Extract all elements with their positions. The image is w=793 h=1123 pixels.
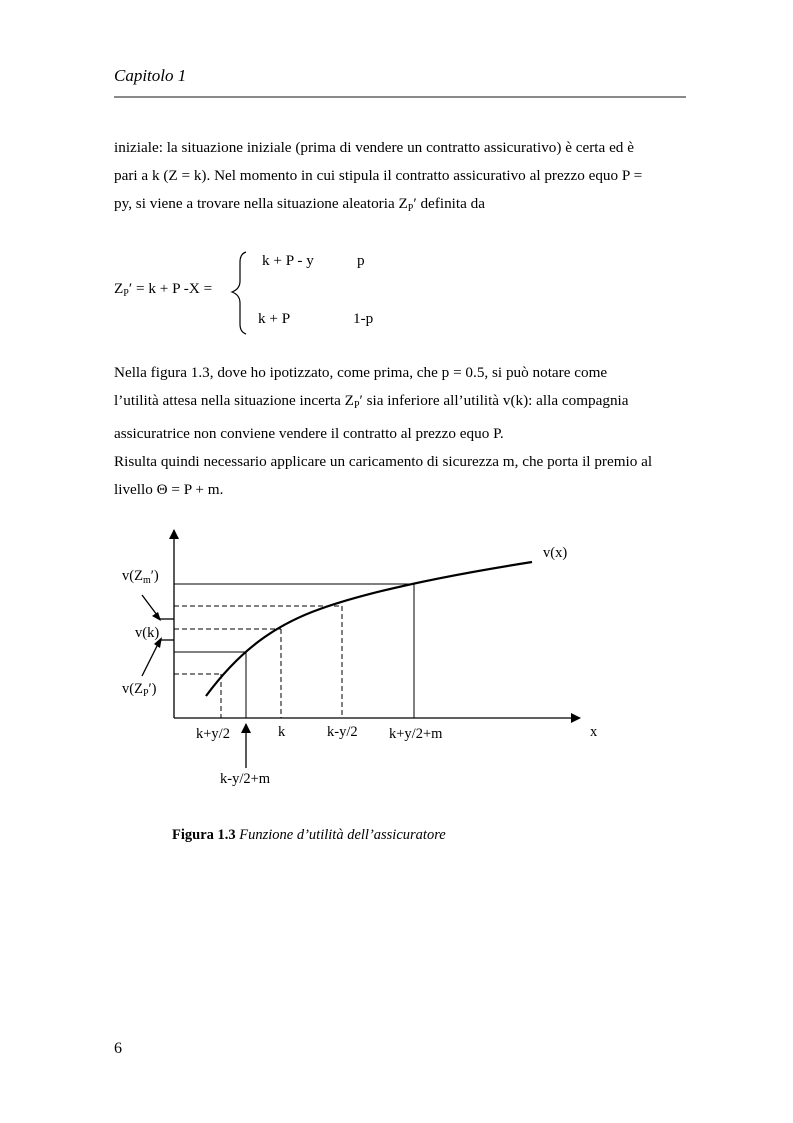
text-line: Risulta quindi necessario applicare un caricamento di sicurezza m, che porta il premio al <box>114 453 653 470</box>
text-line: l’utilità attesa nella situazione incerta $Z_P'$ sia inferiore all’utilità v(k): alla compagnia <box>114 392 629 411</box>
case1-value: k + P - y <box>262 252 314 269</box>
x-tick-label: k+y/2 <box>196 726 230 742</box>
text-line: pari a k (Z = k). Nel momento in cui stipula il contratto assicurativo al prezzo equo P = <box>114 167 643 184</box>
text-line: py, si viene a trovare nella situazione aleatoria $Z_P'$ definita da <box>114 195 485 214</box>
text-line: iniziale: la situazione iniziale (prima di vendere un contratto assicurativo) è certa ed è <box>114 139 634 156</box>
chapter-header: Capitolo 1 <box>114 66 187 85</box>
x-tick-label: k <box>278 724 286 740</box>
y-label-vk: v(k) <box>135 625 160 641</box>
text-line: livello Θ = P + m. <box>114 481 224 498</box>
text-line: Nella figura 1.3, dove ho ipotizzato, come prima, che p = 0.5, si può notare come <box>114 364 608 381</box>
case1-probability: p <box>357 252 365 269</box>
x-axis-label: x <box>590 724 598 740</box>
text-line: assicuratrice non conviene vendere il contratto al prezzo equo P. <box>114 425 504 442</box>
arrow-label: k-y/2+m <box>220 771 271 787</box>
equation-lhs: $Z_P' = k + P$ -X = <box>114 280 213 299</box>
case2-value: k + P <box>258 310 291 327</box>
figure-caption: Figura 1.3 Funzione d’utilità dell’assicuratore <box>172 827 446 843</box>
x-tick-label: k-y/2 <box>327 724 358 740</box>
case2-probability: 1-p <box>353 310 374 327</box>
x-tick-label: k+y/2+m <box>389 726 443 742</box>
curve-label: v(x) <box>543 545 568 561</box>
page-number: 6 <box>114 1040 122 1057</box>
y-label-vzp: $v(Z_P')$ <box>122 681 157 699</box>
y-label-vzm: $v(Z_m')$ <box>122 568 159 586</box>
pointer-arrow-zm-head <box>152 612 161 621</box>
